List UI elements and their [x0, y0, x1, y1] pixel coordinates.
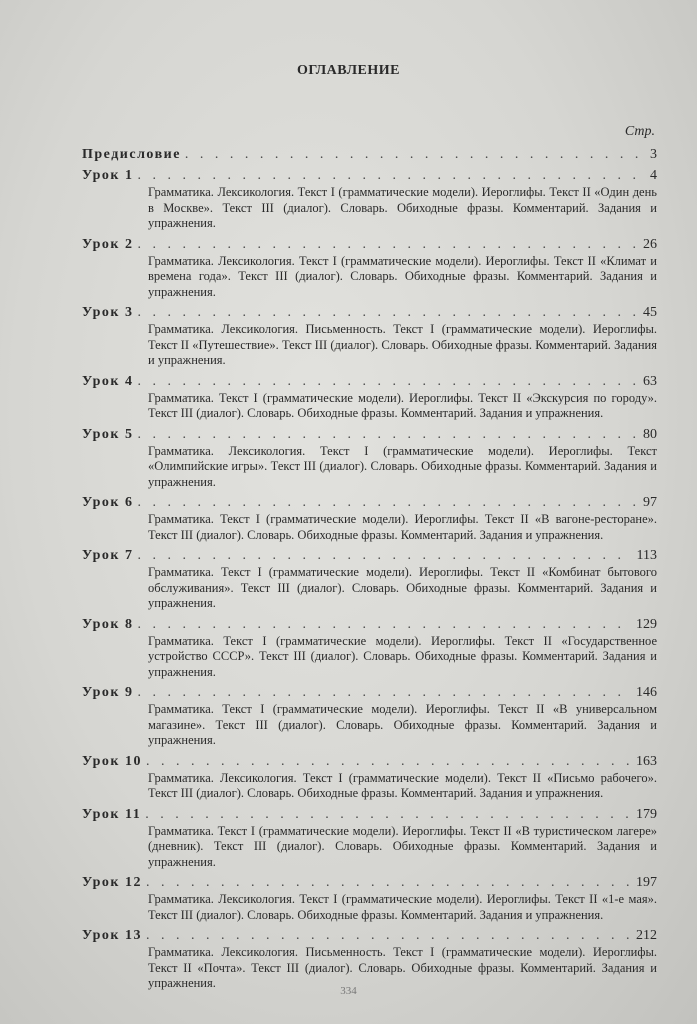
leader-dots	[185, 147, 646, 163]
toc-lesson-header	[82, 305, 657, 321]
toc-lesson-description: Грамматика. Лексикология. Текст I (грамматические модели). Иероглифы. Текст II «1-е мая». Текст III (диалог). Словарь. Обиходные фразы. Комментарий. Задания и упражнения.	[148, 892, 657, 922]
leader-dots	[137, 427, 639, 443]
toc-lesson-header	[82, 495, 657, 511]
toc-lesson[interactable]	[82, 754, 657, 802]
toc-lesson-header	[82, 807, 657, 823]
toc-lesson-label: Урок 10	[82, 753, 142, 769]
toc-lesson-label: Урок 11	[82, 806, 142, 822]
toc-lesson-header	[82, 617, 657, 633]
leader-dots	[137, 237, 639, 253]
toc-lesson-header	[82, 427, 657, 443]
toc-lesson-page: 146	[636, 685, 657, 700]
leader-dots	[137, 374, 639, 390]
toc-lesson-label: Урок 5	[82, 426, 134, 442]
toc-lesson-header	[82, 548, 657, 564]
page-title: ОГЛАВЛЕНИЕ	[297, 63, 400, 78]
toc-lesson-header	[82, 875, 657, 891]
toc-lesson-label: Урок 1	[82, 168, 134, 183]
toc-lesson-label: Урок 13	[82, 928, 142, 943]
toc-preface-page: 3	[650, 147, 657, 162]
toc-lesson[interactable]	[82, 548, 657, 612]
toc-lesson-description: Грамматика. Текст I (грамматические модели). Иероглифы. Текст II «Государственное устройство СССР». Текст III (диалог). Словарь. Обиходные фразы. Комментарий. Задания и упражнения.	[148, 633, 657, 679]
toc-lesson-page: 179	[636, 806, 657, 822]
toc-lesson-header	[82, 928, 657, 944]
toc-lesson-label: Урок 4	[82, 373, 134, 389]
toc-lesson-label: Урок 12	[82, 875, 142, 890]
toc-lesson-label: Урок 8	[82, 616, 134, 632]
toc-lesson[interactable]	[82, 875, 657, 923]
toc-lesson-description: Грамматика. Лексикология. Текст I (грамматические модели). Иероглифы. Текст II «Климат и времена года». Текст III (диалог). Словарь. Обиходные фразы. Комментарий. Задания и упражнения.	[148, 253, 657, 299]
toc-lesson[interactable]	[82, 807, 657, 871]
leader-dots	[137, 685, 632, 701]
leader-dots	[146, 928, 632, 944]
toc-lesson-page: 97	[643, 495, 657, 510]
toc-preface[interactable]	[82, 147, 657, 163]
page-column-label: Стр.	[624, 124, 655, 139]
toc-lesson-description: Грамматика. Текст I (грамматические модели). Иероглифы. Текст II «В универсальном магазине». Текст III (диалог). Словарь. Обиходные фразы. Комментарий. Задания и упражнения.	[148, 702, 657, 747]
toc-lesson-description: Грамматика. Текст I (грамматические модели). Иероглифы. Текст II «В вагоне-ресторане». Текст III (диалог). Словарь. Обиходные фразы. Комментарий. Задания и упражнения.	[148, 512, 657, 542]
toc-lesson[interactable]	[82, 427, 657, 491]
toc-lesson[interactable]	[82, 928, 657, 992]
toc-lesson-description: Грамматика. Лексикология. Текст I (грамматические модели). Текст II «Письмо рабочего». Текст III (диалог). Словарь. Обиходные фразы. Комментарий. Задания и упражнения.	[148, 770, 657, 800]
toc-lesson-header	[82, 754, 657, 770]
leader-dots	[145, 807, 632, 823]
toc-lesson-page: 197	[636, 875, 657, 890]
toc-lesson-page: 80	[643, 426, 657, 442]
toc-lesson[interactable]	[82, 374, 657, 422]
toc-lesson-label: Урок 3	[82, 305, 134, 320]
toc-lesson-description: Грамматика. Текст I (грамматические модели). Иероглифы. Текст II «Комбинат бытового обслуживания». Текст III (диалог). Словарь. Обиходные фразы. Комментарий. Задания и упражнения.	[148, 565, 657, 610]
table-of-contents	[82, 147, 657, 992]
toc-lesson[interactable]	[82, 495, 657, 543]
leader-dots	[146, 875, 632, 891]
leader-dots	[137, 305, 639, 321]
toc-lesson-description: Грамматика. Лексикология. Письменность. Текст I (грамматические модели). Иероглифы. Текст II «Почта». Текст III (диалог). Словарь. Обиходные фразы. Комментарий. Задания и упражнения.	[148, 945, 657, 990]
lesson-list	[82, 168, 657, 992]
toc-lesson-page: 163	[636, 753, 657, 769]
toc-lesson-header	[82, 168, 657, 184]
toc-lesson[interactable]	[82, 237, 657, 301]
toc-lesson-description: Грамматика. Лексикология. Текст I (грамматические модели). Иероглифы. Текст «Олимпийские игры». Текст III (диалог). Словарь. Обиходные фразы. Комментарий. Задания и упражнения.	[148, 443, 657, 489]
toc-lesson-description: Грамматика. Текст I (грамматические модели). Иероглифы. Текст II «В туристическом лагере» (дневник). Текст III (диалог). Словарь. Обиходные фразы. Комментарий. Задания и упражнения.	[148, 823, 657, 869]
leader-dots	[137, 168, 646, 184]
toc-lesson-label: Урок 7	[82, 548, 134, 563]
toc-lesson-header	[82, 374, 657, 390]
toc-lesson[interactable]	[82, 685, 657, 749]
toc-lesson-page: 129	[636, 616, 657, 632]
toc-lesson-header	[82, 237, 657, 253]
leader-dots	[146, 754, 632, 770]
toc-lesson-description: Грамматика. Лексикология. Текст I (грамматические модели). Иероглифы. Текст II «Один день в Москве». Текст III (диалог). Словарь. Обиходные фразы. Комментарий. Задания и упражнения.	[148, 185, 657, 230]
leader-dots	[137, 495, 639, 511]
toc-lesson[interactable]	[82, 305, 657, 369]
toc-lesson-description: Грамматика. Текст I (грамматические модели). Иероглифы. Текст II «Экскурсия по городу». Текст III (диалог). Словарь. Обиходные фразы. Комментарий. Задания и упражнения.	[148, 390, 657, 420]
toc-lesson-label: Урок 6	[82, 495, 134, 510]
toc-lesson-page: 113	[636, 548, 657, 563]
leader-dots	[137, 548, 632, 564]
toc-lesson-page: 45	[643, 305, 657, 320]
toc-lesson[interactable]	[82, 617, 657, 681]
leader-dots	[137, 617, 632, 633]
toc-lesson-page: 26	[643, 236, 657, 252]
page-number: 334	[340, 985, 357, 997]
toc-lesson[interactable]	[82, 168, 657, 232]
toc-lesson-header	[82, 685, 657, 701]
toc-lesson-label: Урок 9	[82, 685, 134, 700]
toc-lesson-page: 63	[643, 373, 657, 389]
toc-preface-label: Предисловие	[82, 147, 181, 162]
toc-lesson-label: Урок 2	[82, 236, 134, 252]
toc-lesson-page: 212	[636, 928, 657, 943]
toc-lesson-page: 4	[650, 168, 657, 183]
toc-lesson-description: Грамматика. Лексикология. Письменность. Текст I (грамматические модели). Иероглифы. Текст II «Путешествие». Текст III (диалог). Словарь. Обиходные фразы. Комментарий. Задания и упражнения.	[148, 322, 657, 367]
